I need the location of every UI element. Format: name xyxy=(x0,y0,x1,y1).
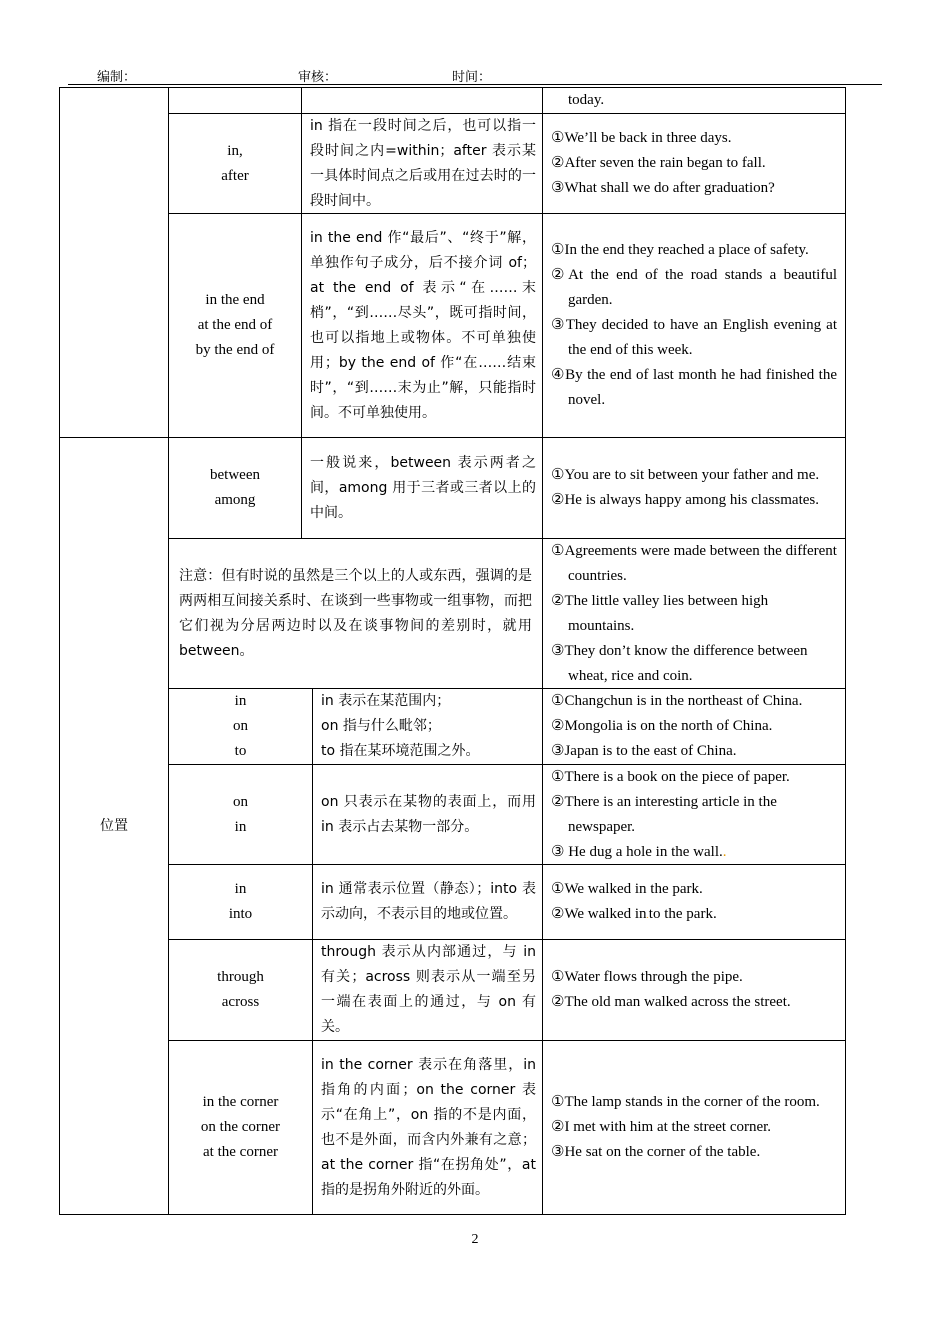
example-line xyxy=(551,902,837,928)
desc-cell xyxy=(312,764,543,865)
example-line: ①In the end they reached a place of safety. xyxy=(551,242,809,258)
category-cell-position xyxy=(59,437,169,1215)
example-cell xyxy=(542,864,846,940)
example-line: ②The little valley lies between high mountains. xyxy=(551,592,769,634)
example-line: ②The old man walked across the street. xyxy=(551,994,791,1010)
example-line: ②Mongolia is on the north of China. xyxy=(551,718,773,734)
example-line: ①The lamp stands in the corner of the room. xyxy=(551,1094,820,1110)
desc-cell xyxy=(301,113,543,214)
word: in, xyxy=(227,142,243,159)
word-cell xyxy=(168,764,313,865)
word: on xyxy=(233,793,248,810)
word: between xyxy=(210,467,260,483)
example-line: ①Agreements were made between the different countries. xyxy=(551,542,837,584)
desc-cell xyxy=(301,213,543,438)
example-cell xyxy=(542,113,846,214)
page-number: 2 xyxy=(471,1232,479,1247)
time-label: 时间： xyxy=(452,70,492,85)
mark-dot: . xyxy=(646,909,649,920)
example-line: ②I met with him at the street corner. xyxy=(551,1119,772,1135)
desc-cell xyxy=(312,1040,543,1215)
word-cell xyxy=(168,213,302,438)
example-line: ②There is an interesting article in the newspaper. xyxy=(551,793,777,835)
compiler-label: 编制： xyxy=(97,70,137,85)
category-label: 位置 xyxy=(100,817,128,834)
example-line: ③What shall we do after graduation? xyxy=(551,180,775,196)
desc-cell xyxy=(312,864,543,940)
reviewer-label: 审核： xyxy=(298,70,338,85)
word-cell xyxy=(168,87,302,114)
desc-cell xyxy=(312,939,543,1041)
word: among xyxy=(214,492,256,508)
example-text: to the park. xyxy=(648,905,717,922)
word: in xyxy=(234,881,247,897)
word: in xyxy=(234,693,247,709)
mark-dot: . xyxy=(722,843,727,860)
note-text: 注意：但有时说的虽然是三个以上的人或东西，强调的是两两相互间接关系时、在谈到一些事物或一组事物，而把它们视为分居两边时以及在谈事物间的差别时，就用 between。 xyxy=(179,567,532,659)
example-text: ②We walked in xyxy=(551,905,647,922)
example-line: ③They don’t know the difference between wheat, rice and coin. xyxy=(551,642,808,684)
word-cell xyxy=(168,688,313,765)
example-line: ①There is a book on the piece of paper. xyxy=(551,768,790,785)
description: through 表示从内部通过，与 in 有关；across 则表示从一端至另一端在表面上的通过，与 on 有关。 xyxy=(321,944,536,1035)
word: on xyxy=(233,718,248,734)
example-line: ③They decided to have an English evening at the end of this week. xyxy=(551,317,837,358)
example-line: ④By the end of last month he had finished the novel. xyxy=(551,367,837,408)
example-line: ②At the end of the road stands a beautiful garden. xyxy=(551,267,837,308)
header-rule xyxy=(68,84,882,85)
word: in the end xyxy=(205,292,265,308)
description: 一般说来，between 表示两者之间，among 用于三者或三者以上的中间。 xyxy=(310,454,536,521)
description-line: to 指在某环境范围之外。 xyxy=(321,743,480,759)
word-cell xyxy=(168,113,302,214)
example-line: ②He is always happy among his classmates. xyxy=(551,492,819,508)
word: in xyxy=(234,818,247,835)
example-line: today. xyxy=(568,92,605,108)
example-line: ①We walked in the park. xyxy=(551,880,703,897)
word-cell xyxy=(168,1040,313,1215)
word: across xyxy=(221,994,260,1010)
example-line: ③Japan is to the east of China. xyxy=(551,743,737,759)
word: at the corner xyxy=(203,1144,278,1160)
word: by the end of xyxy=(195,342,275,358)
description: in 通常表示位置（静态）；into 表示动向，不表示目的地或位置。 xyxy=(321,881,536,922)
desc-cell xyxy=(301,87,543,114)
example-cell xyxy=(542,87,846,114)
word-cell xyxy=(168,939,313,1041)
description-line: on 指与什么毗邻； xyxy=(321,718,441,734)
description: on 只表示在某物的表面上，而用 in 表示占去某物一部分。 xyxy=(321,793,536,835)
description: in 指在一段时间之后，也可以指一段时间之内=within；after 表示某一具体时间点之后或用在过去时的一段时间中。 xyxy=(310,117,536,209)
description-line: in 表示在某范围内； xyxy=(321,693,451,709)
example-cell xyxy=(542,939,846,1041)
example-cell xyxy=(542,538,846,689)
example-line: ①We’ll be back in three days. xyxy=(551,130,732,146)
word: through xyxy=(217,969,264,985)
word: at the end of xyxy=(197,317,273,333)
example-cell xyxy=(542,688,846,765)
example-line: ①You are to sit between your father and me. xyxy=(551,467,820,483)
example-cell xyxy=(542,213,846,438)
example-line: ①Changchun is in the northeast of China. xyxy=(551,693,803,709)
note-cell xyxy=(168,538,543,689)
word: in the corner xyxy=(202,1094,279,1110)
description: in the end 作“最后”、“终于”解，单独作句子成分，后不接介词 of；at the end of 表示“在……末梢”，“到……尽头”，既可指时间，也可以指地上或物体。不可单独使用；by the end of 作“在……结束时”，“到……末为止”解，只能指时间。不可单独使用。 xyxy=(310,229,536,421)
word: after xyxy=(221,167,249,184)
word-cell xyxy=(168,437,302,539)
example-line xyxy=(551,840,837,865)
example-line: ②After seven the rain began to fall. xyxy=(551,155,766,171)
example-text: ③ He dug a hole in the wall. xyxy=(551,843,723,860)
example-line: ①Water flows through the pipe. xyxy=(551,969,743,985)
word: on the corner xyxy=(200,1119,281,1135)
example-line: ③He sat on the corner of the table. xyxy=(551,1144,761,1160)
word-cell xyxy=(168,864,313,940)
desc-cell xyxy=(301,437,543,539)
category-cell-time xyxy=(59,87,169,438)
word: into xyxy=(228,906,253,922)
example-cell xyxy=(542,764,846,865)
description: in the corner 表示在角落里，in 指角的内面；on the corner 表示“在角上”，on 指的不是内面，也不是外面，而含内外兼有之意；at the corner 指“在拐角处”，at 指的是拐角外附近的外面。 xyxy=(321,1056,536,1198)
example-cell xyxy=(542,1040,846,1215)
example-cell xyxy=(542,437,846,539)
word: to xyxy=(234,743,247,759)
desc-cell xyxy=(312,688,543,765)
